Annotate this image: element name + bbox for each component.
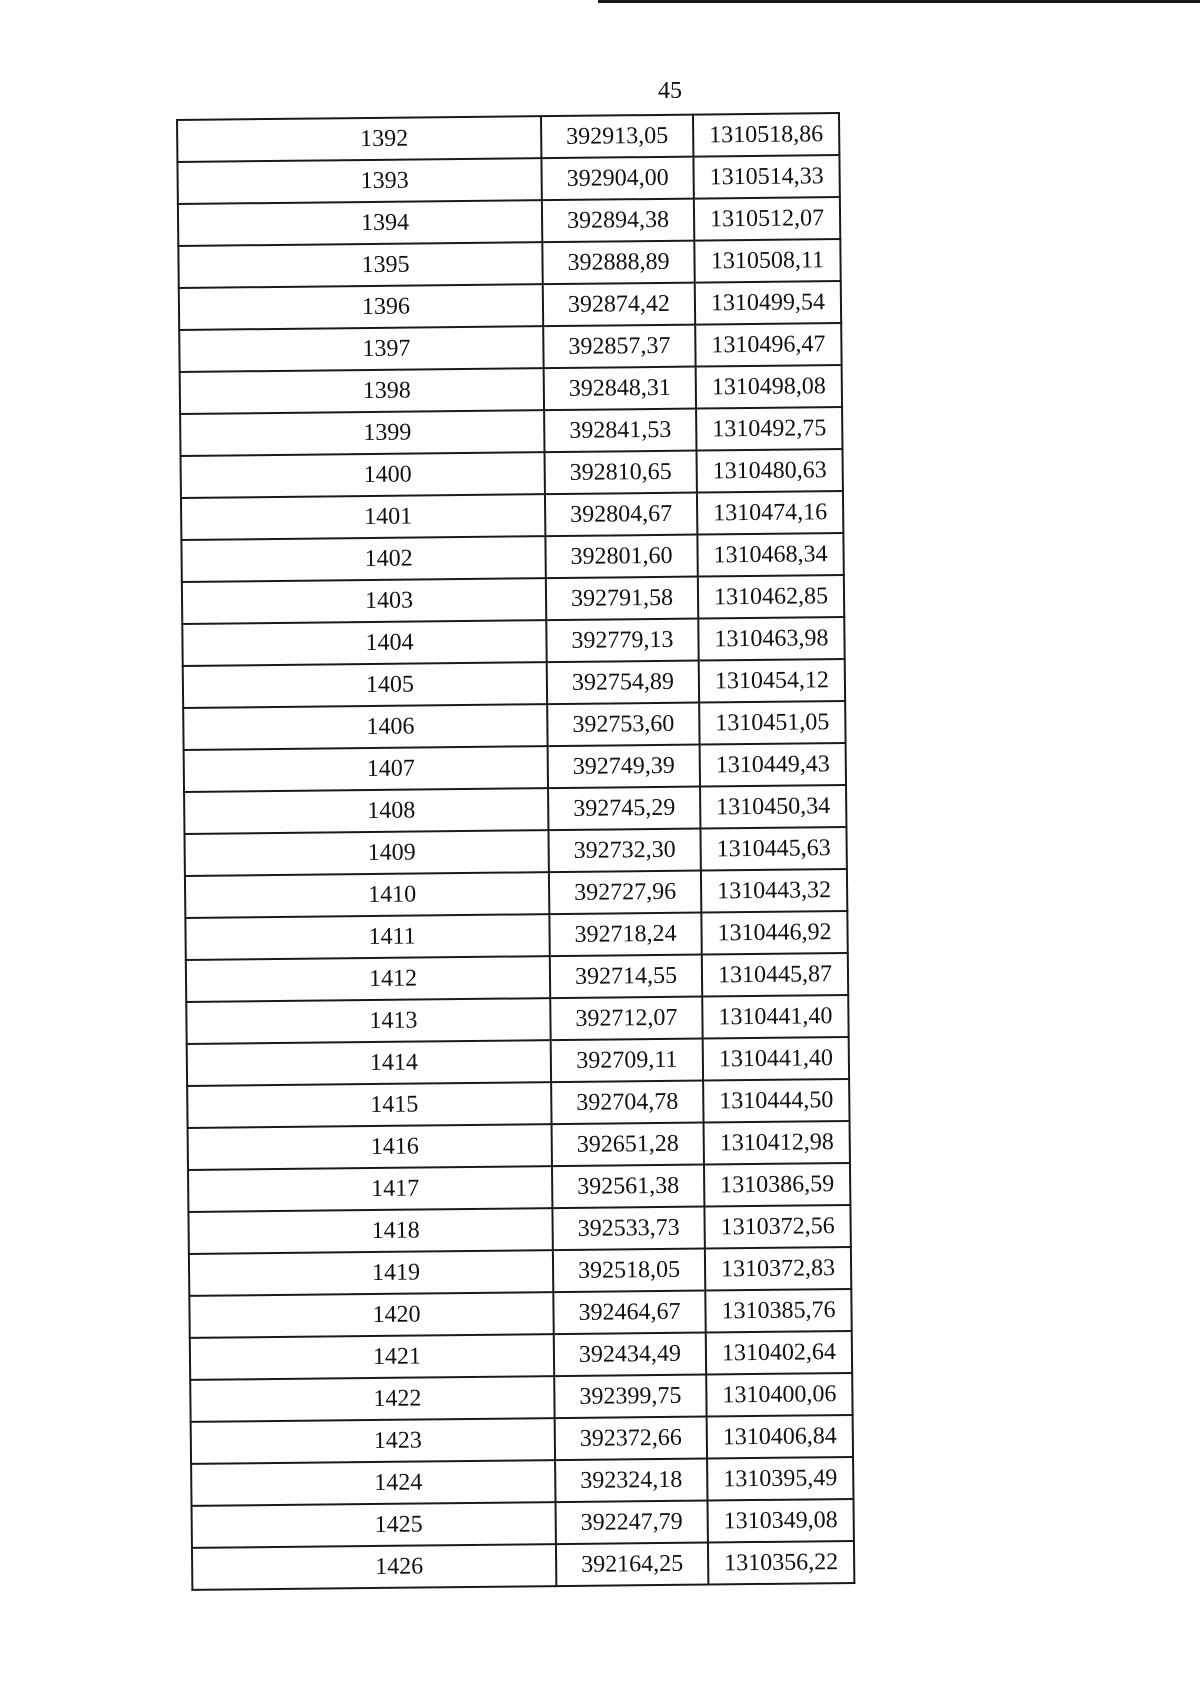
table-row xyxy=(179,323,841,372)
y-coordinate-cell: 1310474,16 xyxy=(697,491,843,535)
y-coordinate-cell: 1310356,22 xyxy=(708,1541,854,1585)
x-coordinate-cell: 392704,78 xyxy=(551,1081,703,1125)
table-row xyxy=(186,953,848,1002)
y-coordinate-cell: 1310454,12 xyxy=(699,659,845,703)
point-number-cell: 1397 xyxy=(179,326,543,372)
x-coordinate-cell: 392324,18 xyxy=(555,1459,707,1503)
y-coordinate-cell: 1310518,86 xyxy=(693,113,839,157)
x-coordinate-cell: 392714,55 xyxy=(550,955,702,999)
y-coordinate-cell: 1310400,06 xyxy=(706,1373,852,1417)
point-number-cell: 1424 xyxy=(191,1460,555,1506)
point-number-cell: 1422 xyxy=(190,1376,554,1422)
x-coordinate-cell: 392651,28 xyxy=(552,1123,704,1167)
x-coordinate-cell: 392754,89 xyxy=(547,661,699,705)
y-coordinate-cell: 1310444,50 xyxy=(703,1079,849,1123)
table-row xyxy=(192,1541,854,1590)
point-number-cell: 1419 xyxy=(189,1250,553,1296)
x-coordinate-cell: 392464,67 xyxy=(553,1291,705,1335)
x-coordinate-cell: 392753,60 xyxy=(547,703,699,747)
x-coordinate-cell: 392399,75 xyxy=(554,1375,706,1419)
table-row xyxy=(191,1415,853,1464)
point-number-cell: 1409 xyxy=(184,830,548,876)
point-number-cell: 1416 xyxy=(188,1124,552,1170)
x-coordinate-cell: 392779,13 xyxy=(546,619,698,663)
y-coordinate-cell: 1310463,98 xyxy=(698,617,844,661)
y-coordinate-cell: 1310445,87 xyxy=(702,953,848,997)
x-coordinate-cell: 392874,42 xyxy=(543,283,695,327)
y-coordinate-cell: 1310468,34 xyxy=(697,533,843,577)
y-coordinate-cell: 1310449,43 xyxy=(700,743,846,787)
table-row xyxy=(188,1205,850,1254)
point-number-cell: 1393 xyxy=(177,158,541,204)
y-coordinate-cell: 1310512,07 xyxy=(694,197,840,241)
point-number-cell: 1417 xyxy=(188,1166,552,1212)
table-row xyxy=(186,995,848,1044)
x-coordinate-cell: 392247,79 xyxy=(556,1501,708,1545)
point-number-cell: 1408 xyxy=(184,788,548,834)
x-coordinate-cell: 392848,31 xyxy=(544,367,696,411)
point-number-cell: 1426 xyxy=(192,1544,556,1590)
point-number-cell: 1395 xyxy=(178,242,542,288)
table-row xyxy=(178,197,840,246)
y-coordinate-cell: 1310480,63 xyxy=(697,449,843,493)
table-row xyxy=(190,1331,852,1380)
table-row xyxy=(179,281,841,330)
x-coordinate-cell: 392561,38 xyxy=(552,1165,704,1209)
point-number-cell: 1399 xyxy=(180,410,544,456)
table-row xyxy=(190,1373,852,1422)
y-coordinate-cell: 1310412,98 xyxy=(704,1121,850,1165)
y-coordinate-cell: 1310443,32 xyxy=(701,869,847,913)
x-coordinate-cell: 392533,73 xyxy=(552,1207,704,1251)
x-coordinate-cell: 392913,05 xyxy=(541,115,693,159)
x-coordinate-cell: 392904,00 xyxy=(541,157,693,201)
table-row xyxy=(192,1499,854,1548)
point-number-cell: 1418 xyxy=(188,1208,552,1254)
y-coordinate-cell: 1310450,34 xyxy=(700,785,846,829)
table-row xyxy=(189,1289,851,1338)
coordinates-table-body xyxy=(177,113,854,1590)
x-coordinate-cell: 392712,07 xyxy=(550,997,702,1041)
table-row xyxy=(189,1247,851,1296)
table-row xyxy=(185,911,847,960)
x-coordinate-cell: 392791,58 xyxy=(546,577,698,621)
x-coordinate-cell: 392709,11 xyxy=(551,1039,703,1083)
point-number-cell: 1421 xyxy=(190,1334,554,1380)
table-row xyxy=(191,1457,853,1506)
y-coordinate-cell: 1310514,33 xyxy=(693,155,839,199)
x-coordinate-cell: 392718,24 xyxy=(549,913,701,957)
table-row xyxy=(187,1079,849,1128)
table-row xyxy=(177,155,839,204)
point-number-cell: 1404 xyxy=(182,620,546,666)
coordinates-table xyxy=(176,112,855,1591)
point-number-cell: 1411 xyxy=(185,914,549,960)
x-coordinate-cell: 392727,96 xyxy=(549,871,701,915)
table-row xyxy=(188,1163,850,1212)
point-number-cell: 1414 xyxy=(187,1040,551,1086)
table-row xyxy=(178,239,840,288)
table-row xyxy=(187,1037,849,1086)
point-number-cell: 1407 xyxy=(184,746,548,792)
x-coordinate-cell: 392518,05 xyxy=(553,1249,705,1293)
table-row xyxy=(177,113,839,162)
y-coordinate-cell: 1310406,84 xyxy=(707,1415,853,1459)
x-coordinate-cell: 392164,25 xyxy=(556,1543,708,1587)
table-row xyxy=(181,491,843,540)
table-row xyxy=(184,743,846,792)
x-coordinate-cell: 392804,67 xyxy=(545,493,697,537)
y-coordinate-cell: 1310498,08 xyxy=(696,365,842,409)
table-row xyxy=(183,659,845,708)
y-coordinate-cell: 1310445,63 xyxy=(700,827,846,871)
y-coordinate-cell: 1310386,59 xyxy=(704,1163,850,1207)
x-coordinate-cell: 392810,65 xyxy=(545,451,697,495)
point-number-cell: 1425 xyxy=(192,1502,556,1548)
point-number-cell: 1400 xyxy=(181,452,545,498)
point-number-cell: 1398 xyxy=(180,368,544,414)
x-coordinate-cell: 392745,29 xyxy=(548,787,700,831)
table-row xyxy=(185,869,847,918)
point-number-cell: 1392 xyxy=(177,116,541,162)
table-row xyxy=(182,617,844,666)
x-coordinate-cell: 392749,39 xyxy=(548,745,700,789)
y-coordinate-cell: 1310441,40 xyxy=(703,1037,849,1081)
point-number-cell: 1412 xyxy=(186,956,550,1002)
point-number-cell: 1402 xyxy=(181,536,545,582)
point-number-cell: 1410 xyxy=(185,872,549,918)
y-coordinate-cell: 1310441,40 xyxy=(702,995,848,1039)
x-coordinate-cell: 392888,89 xyxy=(542,241,694,285)
x-coordinate-cell: 392732,30 xyxy=(548,829,700,873)
point-number-cell: 1413 xyxy=(186,998,550,1044)
y-coordinate-cell: 1310499,54 xyxy=(695,281,841,325)
table-row xyxy=(180,365,842,414)
y-coordinate-cell: 1310496,47 xyxy=(695,323,841,367)
y-coordinate-cell: 1310402,64 xyxy=(706,1331,852,1375)
x-coordinate-cell: 392372,66 xyxy=(555,1417,707,1461)
point-number-cell: 1401 xyxy=(181,494,545,540)
y-coordinate-cell: 1310492,75 xyxy=(696,407,842,451)
x-coordinate-cell: 392894,38 xyxy=(542,199,694,243)
page-number: 45 xyxy=(658,78,682,104)
x-coordinate-cell: 392434,49 xyxy=(554,1333,706,1377)
table-row xyxy=(184,827,846,876)
y-coordinate-cell: 1310385,76 xyxy=(705,1289,851,1333)
point-number-cell: 1420 xyxy=(189,1292,553,1338)
point-number-cell: 1406 xyxy=(183,704,547,750)
y-coordinate-cell: 1310372,83 xyxy=(705,1247,851,1291)
point-number-cell: 1403 xyxy=(182,578,546,624)
y-coordinate-cell: 1310462,85 xyxy=(698,575,844,619)
x-coordinate-cell: 392801,60 xyxy=(545,535,697,579)
point-number-cell: 1396 xyxy=(179,284,543,330)
y-coordinate-cell: 1310349,08 xyxy=(707,1499,853,1543)
x-coordinate-cell: 392857,37 xyxy=(543,325,695,369)
y-coordinate-cell: 1310372,56 xyxy=(704,1205,850,1249)
table-row xyxy=(181,533,843,582)
y-coordinate-cell: 1310508,11 xyxy=(694,239,840,283)
point-number-cell: 1405 xyxy=(183,662,547,708)
y-coordinate-cell: 1310395,49 xyxy=(707,1457,853,1501)
table-row xyxy=(183,701,845,750)
table-row xyxy=(188,1121,850,1170)
y-coordinate-cell: 1310446,92 xyxy=(701,911,847,955)
point-number-cell: 1394 xyxy=(178,200,542,246)
table-row xyxy=(180,407,842,456)
table-row xyxy=(181,449,843,498)
top-rule xyxy=(598,0,1200,3)
point-number-cell: 1415 xyxy=(187,1082,551,1128)
table-row xyxy=(182,575,844,624)
x-coordinate-cell: 392841,53 xyxy=(544,409,696,453)
y-coordinate-cell: 1310451,05 xyxy=(699,701,845,745)
table-row xyxy=(184,785,846,834)
point-number-cell: 1423 xyxy=(191,1418,555,1464)
